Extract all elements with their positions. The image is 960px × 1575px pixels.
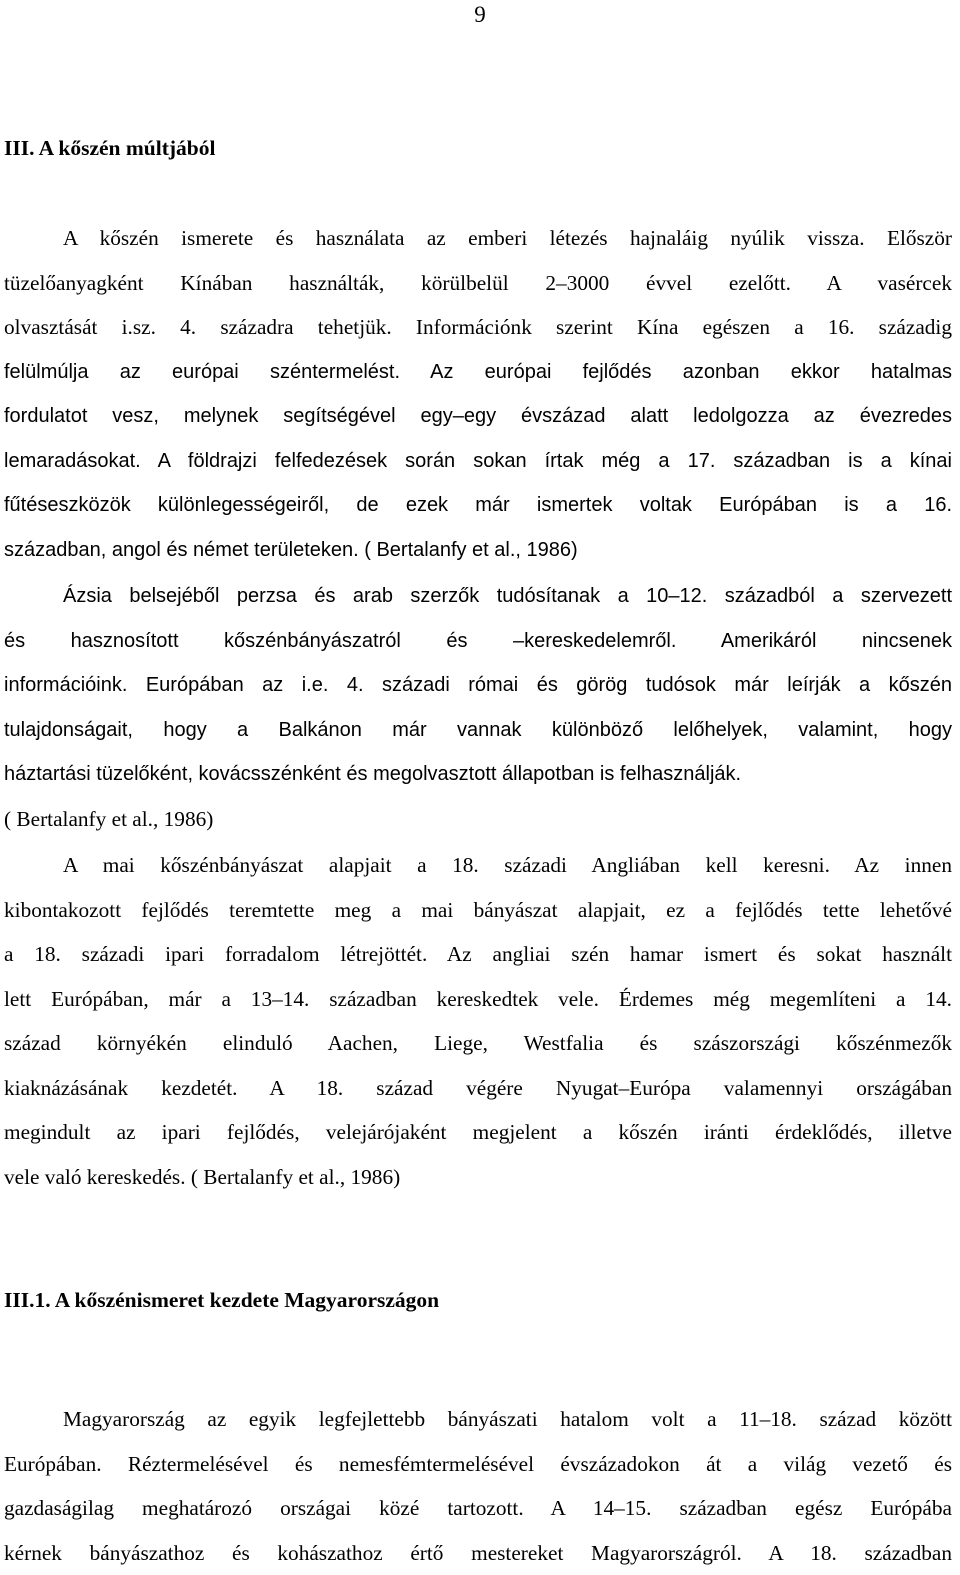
text-line: vele való kereskedés. ( Bertalanfy et al., 1986) <box>4 1155 952 1200</box>
page-number: 9 <box>0 0 960 30</box>
text-line: kérnek bányászathoz és kohászathoz értő mestereket Magyarországról. A 18. században <box>4 1531 952 1575</box>
text-line: kibontakozott fejlődés teremtette meg a mai bányászat alapjait, ez a fejlődés tette lehetővé <box>4 888 952 933</box>
text-line: lemaradásokat. A földrajzi felfedezések során sokan írtak még a 17. században is a kínai <box>4 439 952 484</box>
paragraph-4 <box>4 1397 952 1575</box>
text-line: ( Bertalanfy et al., 1986) <box>4 797 952 842</box>
text-line: században, angol és német területeken. ( Bertalanfy et al., 1986) <box>4 528 952 573</box>
text-line: Ázsia belsejéből perzsa és arab szerzők tudósítanak a 10–12. századból a szervezett <box>4 574 952 619</box>
text-line: A mai kőszénbányászat alapjait a 18. századi Angliában kell keresni. Az innen <box>4 843 952 888</box>
text-line: és hasznosított kőszénbányászatról és –kereskedelemről. Amerikáról nincsenek <box>4 619 952 664</box>
paragraph-3 <box>4 843 952 1199</box>
paragraph-2 <box>4 574 952 841</box>
text-line: gazdaságilag meghatározó országai közé tartozott. A 14–15. században egész Európába <box>4 1486 952 1531</box>
section-heading: III. A kőszén múltjából <box>4 133 215 163</box>
subsection-heading: III.1. A kőszénismeret kezdete Magyarországon <box>4 1285 439 1315</box>
text-line: fűtéseszközök különlegességeiről, de ezek már ismertek voltak Európában is a 16. <box>4 483 952 528</box>
text-line: olvasztását i.sz. 4. századra tehetjük. Információnk szerint Kína egészen a 16. századig <box>4 305 952 350</box>
text-line: A kőszén ismerete és használata az emberi létezés hajnaláig nyúlik vissza. Először <box>4 216 952 261</box>
paragraph-1 <box>4 216 952 572</box>
text-line: Magyarország az egyik legfejlettebb bányászati hatalom volt a 11–18. század között <box>4 1397 952 1442</box>
text-line: információink. Európában az i.e. 4. századi római és görög tudósok már leírják a kőszén <box>4 663 952 708</box>
text-line: tüzelőanyagként Kínában használták, körülbelül 2–3000 évvel ezelőtt. A vasércek <box>4 261 952 306</box>
text-line: fordulatot vesz, melynek segítségével egy–egy évszázad alatt ledolgozza az évezredes <box>4 394 952 439</box>
text-line: felülmúlja az európai széntermelést. Az európai fejlődés azonban ekkor hatalmas <box>4 350 952 395</box>
text-line: a 18. századi ipari forradalom létrejöttét. Az angliai szén hamar ismert és sokat használt <box>4 932 952 977</box>
text-line: kiaknázásának kezdetét. A 18. század végére Nyugat–Európa valamennyi országában <box>4 1066 952 1111</box>
text-line: Európában. Réztermelésével és nemesfémtermelésével évszázadokon át a világ vezető és <box>4 1442 952 1487</box>
text-line: század környékén elinduló Aachen, Liege, Westfalia és szászországi kőszénmezők <box>4 1021 952 1066</box>
text-line: megindult az ipari fejlődés, velejárójaként megjelent a kőszén iránti érdeklődés, illetve <box>4 1110 952 1155</box>
text-line: tulajdonságait, hogy a Balkánon már vannak különböző lelőhelyek, valamint, hogy <box>4 708 952 753</box>
text-line: háztartási tüzelőként, kovácsszénként és megolvasztott állapotban is felhasználják. <box>4 752 952 797</box>
text-line: lett Európában, már a 13–14. században kereskedtek vele. Érdemes még megemlíteni a 14. <box>4 977 952 1022</box>
